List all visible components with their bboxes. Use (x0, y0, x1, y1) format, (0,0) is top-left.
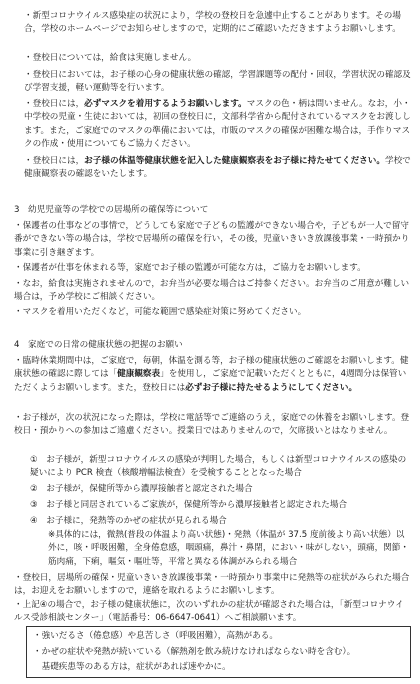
section2-bullet-mask: ・登校日には，必ずマスクを着用するようお願いします。マスクの色・柄は問いません。なお，小・中学校の児童・生徒においては，初回の登校日に，文部科学省から配付されているマスクをお渡しします。また，ご家庭でのマスクの準備においては，市販のマスクの確保が困難な場合は，手作りマスクの作成・使用についてもご協力ください。 (24, 99, 411, 149)
section2-bullet-lunch: ・登校日については，給食は実施しません。 (24, 53, 197, 63)
section4-bullet-daily-check: ・臨時休業期間中は，ご家庭で，毎朝，体温を測る等，お子様の健康状態のご確認をお願いします。健康状態の確認に際しては「健康観察表」を使用し，ご家庭で記載いただくとともに，4週間分は保管いただくようお願いします。また，登校日には必ずお子様に持たせるようにしてください。 (14, 356, 409, 393)
section3-bullet-lunchbox: ・なお，給食は実施されませんので，お弁当が必要な場合はご持参ください。お弁当のご用意が難しい場合は，予め学校にご相談ください。 (14, 279, 410, 303)
section3-bullet-cooperation: ・保護者が仕事を休まれる等，家庭でお子様の監護が可能な方は，ご協力をお願いします。 (14, 263, 366, 273)
symptom-note: ※具体的には，微熱(普段の体温より高い状態)・発熱（体温が 37.5 度前後より高い状態）以外に，咳・呼吸困難，全身倦怠感，咽頭痛，鼻汁・鼻閉，におい・味がしない，頭痛，関節・筋肉痛，下痢，嘔気・嘔吐等，平常と異なる体調がみられる場合 (48, 530, 409, 567)
section4-bullet-pickup: ・登校日，居場所の確保・児童いきいき放課後事業・一時預かり事業中に発熱等の症状がみられた場合は，お迎えをお願いしますので，連絡を取れるようにお願いします。 (14, 573, 410, 597)
symptom-box-line-2: ・かぜの症状や発熱が続いている（解熱剤を飲み続けなければならない時を含む）。 (33, 647, 356, 657)
health-form-emphasis: お子様の体温等健康状態を記入した健康観察表をお子様に持たせてください。 (84, 156, 385, 166)
section4-heading: 4 家庭での日常の健康状態の把握のお願い (14, 340, 183, 350)
section3-bullet-masks: ・マスクを着用いただくなど，可能な範囲で感染症対策に努めてください。 (14, 307, 307, 317)
section2-bullet-suspension: ・新型コロナウイルス感染症の状況により，学校の登校日を急遽中止することがあります。その場合，学校のホームページでお知らせしますので，定期的にご確認いただきますようお願いします。 (24, 11, 401, 35)
condition-item-4: ④ お子様に，発熱等のかぜの症状が見られる場合 (30, 516, 227, 526)
section2-bullet-health-form: ・登校日には，お子様の体温等健康状態を記入した健康観察表をお子様に持たせてください。学校で健康観察表の確認をいたします。 (24, 156, 411, 180)
section2-bullet-activities: ・登校日においては，お子様の心身の健康状態の確認，学習課題等の配付・回収，学習状況の確認及び学習支援，軽い運動等を行います。 (24, 70, 411, 94)
bring-form-emphasis: 必ずお子様に持たせるようにしてください。 (185, 382, 358, 393)
condition-item-1: ① お子様が，新型コロナウイルスの感染が判明した場合，もしくは新型コロナウイルスの感染の疑いにより PCR 検査（核酸増幅法検査）を受検することとなった場合 (30, 455, 407, 479)
mask-required-emphasis: 必ずマスクを着用するようお願いします。 (84, 99, 247, 109)
symptom-box-line-3: 基礎疾患等のある方は，症状があれば速やかに。 (33, 662, 231, 672)
symptom-box (26, 626, 411, 678)
condition-item-3: ③ お子様と同居されているご家族が，保健所等から濃厚接触者と認定された場合 (30, 500, 348, 510)
section4-bullet-rest-conditions: ・お子様が，次の状況になった際は，学校に電話等でご連絡のうえ，家庭での休養をお願いします。登校日・預かりへの参加はご遠慮ください。授業日ではありませんので，欠席扱いとはなりません。 (14, 413, 410, 437)
condition-item-2: ② お子様が，保健所等から濃厚接触者と認定された場合 (30, 484, 253, 494)
health-form-name: 健康観察表 (117, 369, 161, 380)
section3-heading: 3 幼児児童等の学校での居場所の確保等について (14, 205, 209, 215)
section4-bullet-consult-center: ・上記④の場合で，お子様の健康状態に，次のいずれかの症状が確認された場合は，「新型コロナウイルス受診相談センター」（電話番号：06-6647-0641）へご相談願います。 (14, 600, 404, 624)
section3-bullet-placement: ・保護者の仕事などの事情で，どうしても家庭で子どもの監護ができない場合や，子どもが一人で留守番ができない等の場合は，学校で居場所の確保を行い，その後，児童いきいき放課後事業・一時預かり事業に引き継ぎます。 (14, 221, 410, 258)
symptom-box-line-1: ・強いだるさ（倦怠感）や息苦しさ（呼吸困難），高熱がある。 (33, 631, 278, 641)
